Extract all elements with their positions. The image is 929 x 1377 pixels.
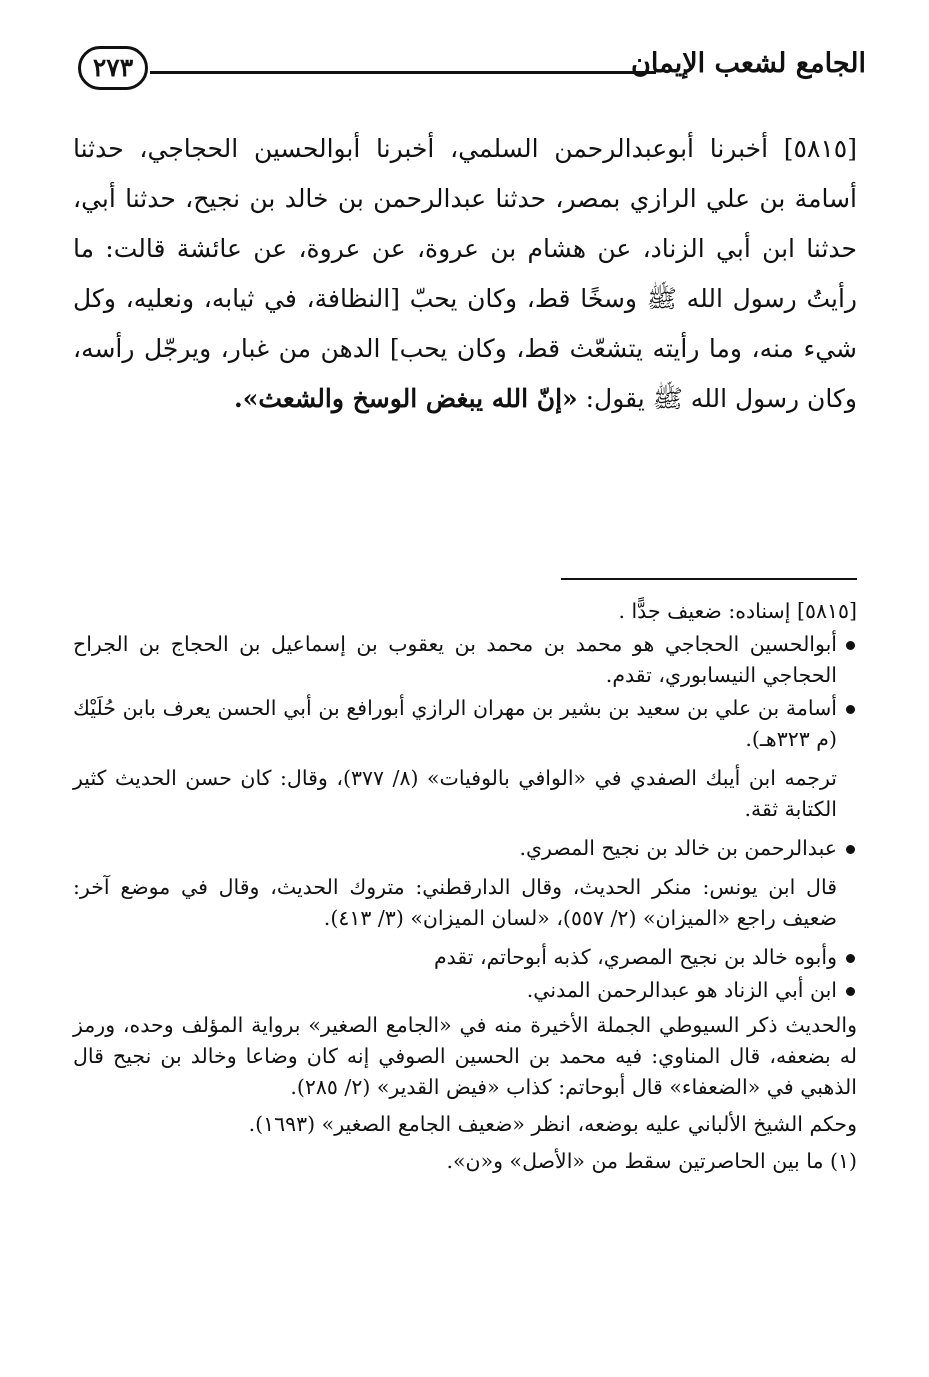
narrator-note: ترجمه ابن أيبك الصفدي في «الوافي بالوفيات» (٨/ ٣٧٧)، وقال: كان حسن الحديث كثير الكتابة ثقة. xyxy=(73,766,837,821)
hadith-text xyxy=(73,124,857,424)
narrator-list xyxy=(73,629,857,755)
albani-ruling: وحكم الشيخ الألباني عليه بوضعه، انظر «ضعيف الجامع الصغير» (١٦٩٣). xyxy=(248,1112,857,1136)
book-title: الجامع لشعب الإيمان xyxy=(631,48,866,79)
takhrij-paragraph: والحديث ذكر السيوطي الجملة الأخيرة منه في «الجامع الصغير» برواية المؤلف وحده، ورمز له بضعفه، قال المناوي: فيه محمد بن الحسين الصوفي إنه كان وضاعا وخالد بن نجيح قال الذهبي في «الضعفاء» قال أبوحاتم: كذاب «فيض القدير» (٢/ ٢٨٥). xyxy=(73,1013,857,1099)
narrator-item: وأبوه خالد بن نجيح المصري، كذبه أبوحاتم، تقدم xyxy=(73,942,857,973)
narrator-item: عبدالرحمن بن خالد بن نجيح المصري. xyxy=(73,833,857,864)
page-number: ٢٧٣ xyxy=(78,46,148,90)
header-rule xyxy=(150,71,656,74)
narrator-item: ابن أبي الزناد هو عبدالرحمن المدني. xyxy=(73,975,857,1006)
hadith-number: [٥٨١٥] xyxy=(783,134,857,163)
footnote-heading: [٥٨١٥] إسناده: ضعيف جدًّا . xyxy=(618,599,857,623)
narrator-list xyxy=(73,833,857,864)
narrator-item: أسامة بن علي بن سعيد بن بشير بن مهران الرازي أبورافع بن أبي الحسن يعرف بابن حُلَيْك (م ٣٢٣هـ). xyxy=(73,693,857,755)
hadith-paragraph xyxy=(73,124,857,424)
running-header xyxy=(78,40,866,100)
hadith-quote: «إنّ الله يبغض الوسخ والشعث». xyxy=(234,384,578,413)
footnote-rule xyxy=(561,578,857,580)
footnotes xyxy=(73,596,857,1177)
narrator-item: أبوالحسين الحجاجي هو محمد بن محمد بن يعقوب بن إسماعيل بن الحجاج بن الجراح الحجاجي النيسابوري، تقدم. xyxy=(73,629,857,691)
manuscript-note: (١) ما بين الحاصرتين سقط من «الأصل» و«ن». xyxy=(446,1149,857,1173)
narrator-note: قال ابن يونس: منكر الحديث، وقال الدارقطني: متروك الحديث، وقال في موضع آخر: ضعيف راجع «الميزان» (٢/ ٥٥٧)، «لسان الميزان» (٣/ ٤١٣). xyxy=(73,875,837,930)
narrator-list xyxy=(73,942,857,1006)
hadith-isnad-matn: أخبرنا أبوعبدالرحمن السلمي، أخبرنا أبوالحسين الحجاجي، حدثنا أسامة بن علي الرازي بمصر، حدثنا عبدالرحمن بن خالد بن نجيح، حدثنا أبي، حدثنا ابن أبي الزناد، عن هشام بن عروة، عن عروة، عن عائشة قالت: ما رأيتُ رسول الله ﷺ وسخًا قط، وكان يحبّ [النظافة، في ثيابه، ونعليه، وكل شيء منه، وما رأيته يتشعّث قط، وكان يحب] الدهن من غبار، ويرجّل رأسه، وكان رسول الله ﷺ يقول: xyxy=(73,134,857,413)
